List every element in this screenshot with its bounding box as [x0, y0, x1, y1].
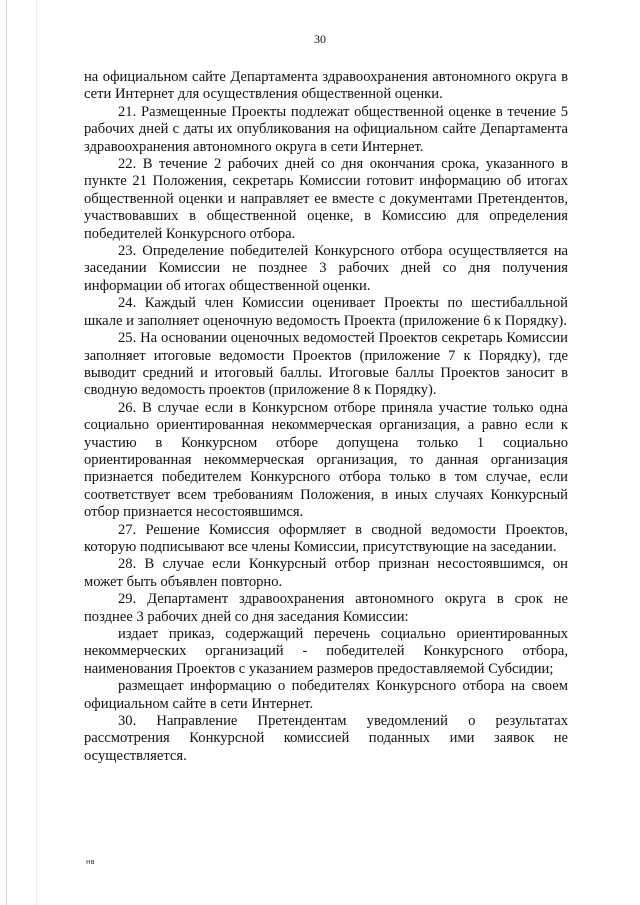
- paragraph-28: 28. В случае если Конкурсный отбор признан несостоявшимся, он может быть объявлен повторно.: [84, 556, 568, 590]
- scan-edge-line-inner: [36, 0, 37, 905]
- paragraph-29-item-publish: размещает информацию о победителях Конкурсного отбора на своем официальном сайте в сети Интернет.: [84, 678, 568, 712]
- paragraph-24: 24. Каждый член Комиссии оценивает Проекты по шестибалльной шкале и заполняет оценочную ведомость Проекта (приложение 6 к Порядку).: [84, 295, 568, 329]
- footer-initials: нв: [86, 858, 95, 866]
- paragraph-23: 23. Определение победителей Конкурсного отбора осуществляется на заседании Комиссии не позднее 3 рабочих дней со дня получения информации об итогах общественной оценки.: [84, 243, 568, 294]
- page-number: 30: [314, 32, 326, 46]
- paragraph-26: 26. В случае если в Конкурсном отборе приняла участие только одна социально ориентированная некоммерческая организация, а равно если к участию в Конкурсном отборе допущена только 1 социально ориентированная некоммерческая организация, то данная организация признается победителем Конкурсного отбора только в том случае, если соответствует всем требованиям Положения, в иных случаях Конкурсный отбор признается несостоявшимся.: [84, 399, 568, 521]
- paragraph-29: 29. Департамент здравоохранения автономного округа в срок не позднее 3 рабочих дней со дня заседания Комиссии:: [84, 591, 568, 625]
- paragraph-continuation: на официальном сайте Департамента здравоохранения автономного округа в сети Интернет для осуществления общественной оценки.: [84, 69, 568, 103]
- document-body: [84, 69, 568, 765]
- paragraph-25: 25. На основании оценочных ведомостей Проектов секретарь Комиссии заполняет итоговые ведомости Проектов (приложение 7 к Порядку), где выводит средний и итоговый баллы. Итоговые баллы Проектов заносит в сводную ведомость проектов (приложение 8 к Порядку).: [84, 330, 568, 399]
- paragraph-22: 22. В течение 2 рабочих дней со дня окончания срока, указанного в пункте 21 Положения, секретарь Комиссии готовит информацию об итогах общественной оценки и направляет ее вместе с документами Претендентов, участвовавших в общественной оценке, в Комиссию для определения победителей Конкурсного отбора.: [84, 156, 568, 242]
- paragraph-29-item-order: издает приказ, содержащий перечень социально ориентированных некоммерческих организаций - победителей Конкурсного отбора, наименования Проектов с указанием размеров предоставляемой Субсидии;: [84, 626, 568, 677]
- paragraph-21: 21. Размещенные Проекты подлежат общественной оценке в течение 5 рабочих дней с даты их опубликования на официальном сайте Департамента здравоохранения автономного округа в сети Интернет.: [84, 103, 568, 155]
- paragraph-27: 27. Решение Комиссия оформляет в сводной ведомости Проектов, которую подписывают все члены Комиссии, присутствующие на заседании.: [84, 521, 568, 555]
- scan-edge-line: [6, 0, 7, 905]
- paragraph-30: 30. Направление Претендентам уведомлений о результатах рассмотрения Конкурсной комиссией поданных ими заявок не осуществляется.: [84, 713, 568, 764]
